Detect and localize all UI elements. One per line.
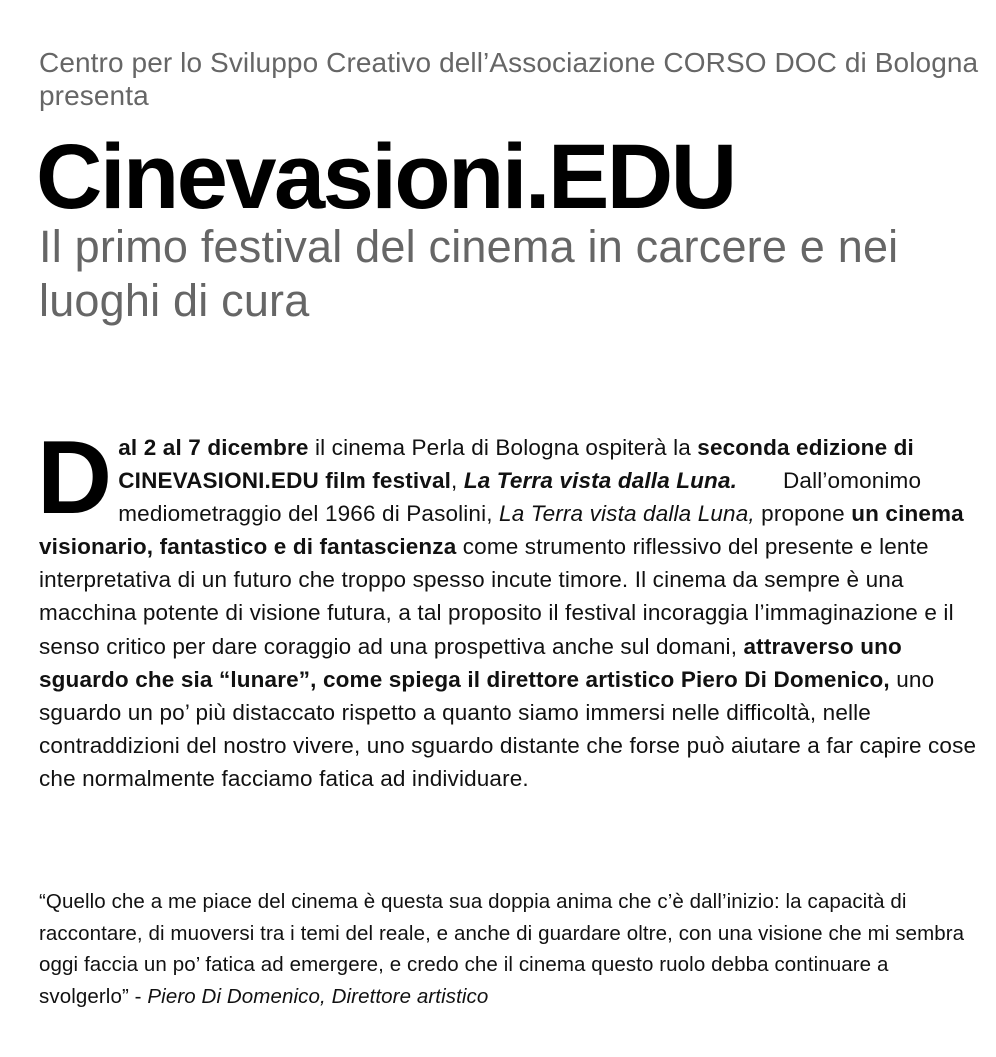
director-quote — [39, 886, 984, 1012]
body-text: Dall’omonimo mediometraggio del 1966 di Pasolini, — [118, 468, 922, 527]
director-statement: attraverso uno sguardo che sia “lunare”, come spiega il direttore artistico Piero Di Domenico, — [39, 633, 902, 692]
header-block — [36, 46, 979, 328]
drop-cap: D — [37, 420, 113, 536]
dates-text: al 2 al 7 dicembre — [118, 435, 309, 460]
quote-attribution: Piero Di Domenico, Direttore artistico — [147, 984, 489, 1008]
quote-text: “Quello che a me piace del cinema è questa sua doppia anima che c’è dall’inizio: la capacità di raccontare, di muoversi tra i temi del reale, e anche di guardare oltre, con una visione che mi sembra oggi faccia un po’ fatica ad emergere, e credo che il cinema questo ruolo debba continuare a svolgerlo” - — [39, 890, 965, 1008]
body-text: come strumento riflessivo del presente e lente interpretativa di un futuro che troppo spesso incute timore. Il cinema da sempre è una macchina potente di visione futura, a tal proposito il festival incoraggia l’immaginazione e il senso critico per dare coraggio ad una prospettiva anche sul domani, — [39, 534, 954, 659]
festival-theme: La Terra vista dalla Luna. — [463, 468, 738, 494]
film-title: La Terra vista dalla Luna, — [499, 501, 755, 527]
body-text: uno sguardo un po’ più distaccato rispetto a quanto siamo immersi nelle difficoltà, nelle contraddizioni del nostro vivere, uno sguardo distante che forse può aiutare a far capire cose che normalmente facciamo fatica ad individuare. — [39, 666, 977, 791]
presenter-line: Centro per lo Sviluppo Creativo dell’Associazione CORSO DOC di Bologna presenta — [39, 47, 979, 111]
body-text: il cinema Perla di Bologna ospiterà la — [308, 435, 698, 460]
article-body — [37, 420, 984, 795]
cinema-genre-text: un cinema visionario, fantastico e di fantascienza — [39, 501, 964, 560]
edition-text: seconda edizione di CINEVASIONI.EDU film festival — [118, 435, 914, 494]
body-text: , — [451, 468, 464, 494]
body-text: propone — [754, 501, 852, 527]
page-subtitle: Il primo festival del cinema in carcere e nei luoghi di cura — [39, 221, 899, 326]
page-title: Cinevasioni.EDU — [36, 126, 735, 228]
